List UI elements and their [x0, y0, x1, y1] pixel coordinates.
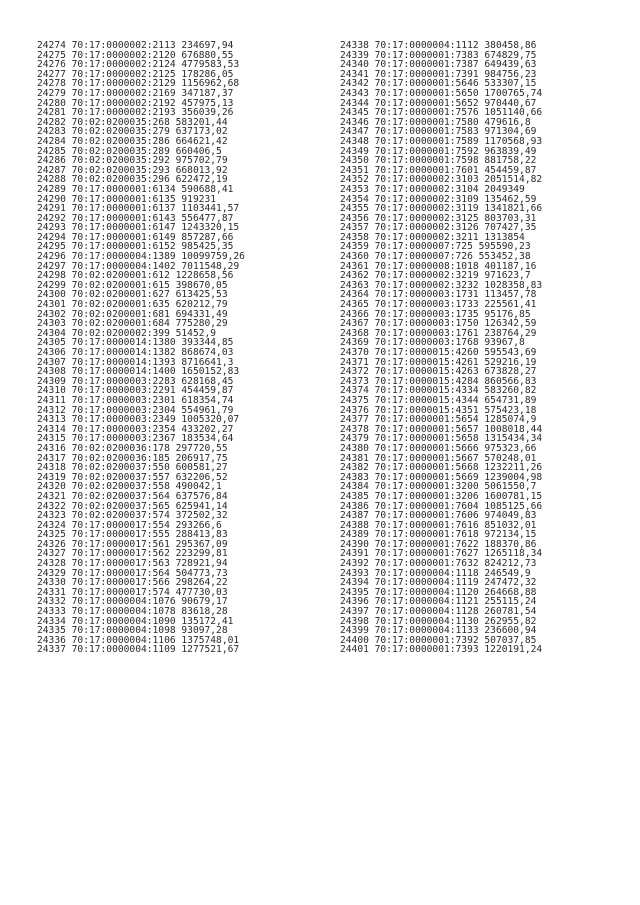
record-line: 24380 70:17:0000001:5666 975323,66	[340, 442, 537, 454]
record-line: 24400 70:17:0000001:7392 507037,85	[340, 634, 537, 646]
record-line: 24312 70:17:0000003:2304 554961,79	[37, 404, 234, 416]
record-line: 24347 70:17:0000001:7583 971304,69	[340, 126, 537, 138]
record-line: 24394 70:17:0000004:1119 247472,32	[340, 577, 537, 589]
record-line: 24381 70:17:0000001:5667 570248,01	[340, 452, 537, 464]
record-line: 24293 70:17:0000001:6147 1243320,15	[37, 222, 240, 234]
record-line: 24284 70:02:0200035:286 664621,42	[37, 135, 228, 147]
record-line: 24341 70:17:0000001:7391 984756,23	[340, 68, 537, 80]
record-line: 24368 70:17:0000003:1761 238764,29	[340, 327, 537, 339]
record-line: 24334 70:17:0000004:1090 135172,41	[37, 615, 234, 627]
record-line: 24382 70:17:0000001:5668 1232211,26	[340, 462, 543, 474]
record-line: 24323 70:02:0200037:574 372502,32	[37, 510, 228, 522]
record-line: 24393 70:17:0000004:1118 246549,9	[340, 567, 531, 579]
record-line: 24343 70:17:0000001:5650 1700765,74	[340, 87, 543, 99]
record-line: 24304 70:02:0200002:399 51452,9	[37, 327, 217, 339]
record-line: 24296 70:17:0000004:1389 10099759,26	[37, 251, 245, 263]
record-line: 24338 70:17:0000004:1112 380458,86	[340, 40, 537, 51]
record-line: 24317 70:02:0200036:185 206917,75	[37, 452, 228, 464]
record-line: 24331 70:17:0000017:574 477730,03	[37, 586, 228, 598]
record-line: 24383 70:17:0000001:5669 1239004,98	[340, 471, 543, 483]
record-line: 24342 70:17:0000001:5646 533307,15	[340, 78, 537, 90]
record-line: 24355 70:17:0000002:3119 1341821,66	[340, 203, 543, 215]
record-line: 24371 70:17:0000015:4261 529216,19	[340, 356, 537, 368]
record-line: 24375 70:17:0000015:4344 654731,89	[340, 394, 537, 406]
record-line: 24351 70:17:0000001:7601 454459,87	[340, 164, 537, 176]
record-line: 24277 70:17:0000002:2125 178286,05	[37, 68, 234, 80]
record-line: 24286 70:02:0200035:292 975702,79	[37, 155, 228, 167]
record-line: 24298 70:02:0200001:612 1228658,56	[37, 270, 234, 282]
record-line: 24320 70:02:0200037:558 490042,1	[37, 481, 222, 493]
record-line: 24299 70:02:0200001:615 398670,05	[37, 279, 228, 291]
record-line: 24363 70:17:0000002:3232 1028358,83	[340, 279, 543, 291]
record-line: 24285 70:02:0200035:289 660406,5	[37, 145, 222, 157]
record-line: 24280 70:17:0000002:2192 457975,13	[37, 97, 234, 109]
record-line: 24348 70:17:0000001:7589 1170568,93	[340, 135, 543, 147]
record-line: 24357 70:17:0000002:3126 707427,35	[340, 222, 537, 234]
record-line: 24332 70:17:0000004:1076 90679,17	[37, 596, 228, 608]
record-line: 24354 70:17:0000002:3109 135462,59	[340, 193, 537, 205]
record-line: 24350 70:17:0000001:7598 881758,22	[340, 155, 537, 167]
record-line: 24389 70:17:0000001:7618 972134,15	[340, 529, 537, 541]
record-line: 24397 70:17:0000004:1128 260781,54	[340, 606, 537, 618]
record-line: 24322 70:02:0200037:565 625941,14	[37, 500, 228, 512]
record-line: 24336 70:17:0000004:1106 1375748,01	[37, 634, 240, 646]
record-line: 24340 70:17:0000001:7387 649439,63	[340, 59, 537, 71]
record-line: 24325 70:17:0000017:555 288413,83	[37, 529, 228, 541]
record-line: 24300 70:02:0200001:627 613425,53	[37, 289, 228, 301]
record-line: 24328 70:17:0000017:563 728921,94	[37, 558, 228, 570]
record-line: 24359 70:17:0000007:725 595590,23	[340, 241, 531, 253]
record-line: 24345 70:17:0000001:7576 1051140,66	[340, 107, 543, 119]
record-line: 24384 70:17:0000001:3200 5061550,7	[340, 481, 537, 493]
record-line: 24385 70:17:0000001:3206 1600781,15	[340, 490, 543, 502]
record-line: 24373 70:17:0000015:4284 860566,83	[340, 375, 537, 387]
record-line: 24369 70:17:0000003:1768 93967,8	[340, 337, 525, 349]
record-line: 24352 70:17:0000002:3103 2051514,82	[340, 174, 543, 186]
record-line: 24319 70:02:0200037:557 632206,52	[37, 471, 228, 483]
record-line: 24297 70:17:0000004:1402 7011548,29	[37, 260, 240, 272]
record-line: 24315 70:17:0000003:2367 183534,64	[37, 433, 234, 445]
record-line: 24276 70:17:0000002:2124 4779583,53	[37, 59, 240, 71]
record-line: 24353 70:17:0000002:3104 2049349	[340, 183, 525, 195]
record-line: 24309 70:17:0000003:2283 628168,45	[37, 375, 234, 387]
record-line: 24335 70:17:0000004:1098 93097,28	[37, 625, 228, 637]
record-line: 24306 70:17:0000014:1382 868674,03	[37, 347, 234, 358]
record-line: 24361 70:17:0000008:1018 401187,16	[340, 260, 537, 272]
record-line: 24275 70:17:0000002:2120 676880,55	[37, 49, 234, 61]
record-line: 24282 70:02:0200035:268 583201,44	[37, 116, 228, 128]
record-line: 24377 70:17:0000001:5654 1285074,9	[340, 414, 537, 426]
record-line: 24376 70:17:0000015:4351 575423,18	[340, 404, 537, 416]
record-line: 24333 70:17:0000004:1078 83618,28	[37, 606, 228, 618]
record-line: 24301 70:02:0200001:635 620212,79	[37, 299, 228, 311]
record-line: 24279 70:17:0000002:2169 347187,37	[37, 87, 234, 99]
record-line: 24366 70:17:0000003:1735 95176,85	[340, 308, 531, 320]
record-line: 24303 70:02:0200001:684 775280,29	[37, 318, 228, 330]
record-line: 24344 70:17:0000001:5652 970440,67	[340, 97, 537, 109]
record-line: 24391 70:17:0000001:7627 1265118,34	[340, 548, 543, 560]
right-column	[340, 41, 542, 655]
record-line: 24330 70:17:0000017:566 298264,22	[37, 577, 228, 589]
record-line: 24305 70:17:0000014:1380 393344,85	[37, 337, 234, 349]
record-line: 24346 70:17:0000001:7580 479616,8	[340, 116, 531, 128]
record-line: 24398 70:17:0000004:1130 262955,82	[340, 615, 537, 627]
record-line: 24337 70:17:0000004:1109 1277521,67	[37, 644, 240, 656]
record-line: 24327 70:17:0000017:562 223299,81	[37, 548, 228, 560]
record-line: 24291 70:17:0000001:6137 1103441,57	[37, 203, 240, 215]
record-line: 24311 70:17:0000003:2301 618354,74	[37, 394, 234, 406]
record-line: 24349 70:17:0000001:7592 963839,49	[340, 145, 537, 157]
record-line: 24314 70:17:0000003:2354 433202,27	[37, 423, 234, 435]
record-line: 24362 70:17:0000002:3219 971623,7	[340, 270, 531, 282]
record-line: 24329 70:17:0000017:564 504773,73	[37, 567, 228, 579]
record-line: 24318 70:02:0200037:550 600581,27	[37, 462, 228, 474]
record-line: 24274 70:17:0000002:2113 234697,94	[37, 40, 234, 51]
record-line: 24288 70:02:0200035:296 622472,19	[37, 174, 228, 186]
record-line: 24308 70:17:0000014:1400 1650152,83	[37, 366, 240, 378]
record-line: 24365 70:17:0000003:1733 225561,41	[340, 299, 537, 311]
record-line: 24360 70:17:0000007:726 553452,38	[340, 251, 531, 263]
record-line: 24324 70:17:0000017:554 293266,6	[37, 519, 222, 531]
record-line: 24390 70:17:0000001:7622 188370,86	[340, 538, 537, 550]
record-line: 24387 70:17:0000001:7606 974049,83	[340, 510, 537, 522]
record-line: 24392 70:17:0000001:7632 824212,73	[340, 558, 537, 570]
record-line: 24326 70:17:0000017:561 295367,09	[37, 538, 228, 550]
record-line: 24316 70:02:0200036:178 297720,55	[37, 442, 228, 454]
left-column	[37, 41, 245, 655]
record-line: 24294 70:17:0000001:6149 857287,66	[37, 231, 234, 243]
record-line: 24287 70:02:0200035:293 668013,92	[37, 164, 228, 176]
record-line: 24370 70:17:0000015:4260 595543,69	[340, 347, 537, 358]
record-line: 24358 70:17:0000002:3211 1313854	[340, 231, 525, 243]
record-line: 24378 70:17:0000001:5657 1008018,44	[340, 423, 543, 435]
record-line: 24302 70:02:0200001:681 694331,49	[37, 308, 228, 320]
record-line: 24374 70:17:0000015:4334 583260,82	[340, 385, 537, 397]
record-line: 24283 70:02:0200035:279 637173,02	[37, 126, 228, 138]
record-line: 24401 70:17:0000001:7393 1220191,24	[340, 644, 543, 656]
record-line: 24281 70:17:0000002:2193 356039,26	[37, 107, 234, 119]
record-line: 24289 70:17:0000001:6134 590688,41	[37, 183, 234, 195]
record-line: 24307 70:17:0000014:1393 8716641,3	[37, 356, 234, 368]
record-line: 24372 70:17:0000015:4263 673828,27	[340, 366, 537, 378]
record-line: 24310 70:17:0000003:2291 454459,87	[37, 385, 234, 397]
record-line: 24364 70:17:0000003:1731 113457,78	[340, 289, 537, 301]
record-line: 24356 70:17:0000002:3125 803703,31	[340, 212, 537, 224]
record-line: 24339 70:17:0000001:7383 674829,75	[340, 49, 537, 61]
record-line: 24313 70:17:0000003:2349 1005320,07	[37, 414, 240, 426]
record-line: 24321 70:02:0200037:564 637576,84	[37, 490, 228, 502]
record-line: 24399 70:17:0000004:1133 236600,94	[340, 625, 537, 637]
record-line: 24396 70:17:0000004:1121 255115,24	[340, 596, 537, 608]
record-line: 24386 70:17:0000001:7604 1085125,66	[340, 500, 543, 512]
record-line: 24278 70:17:0000002:2129 1156962,68	[37, 78, 240, 90]
record-line: 24295 70:17:0000001:6152 985425,35	[37, 241, 234, 253]
record-line: 24388 70:17:0000001:7616 851032,01	[340, 519, 537, 531]
record-line: 24395 70:17:0000004:1120 264668,88	[340, 586, 537, 598]
record-line: 24367 70:17:0000003:1750 126342,59	[340, 318, 537, 330]
record-line: 24379 70:17:0000001:5658 1315434,34	[340, 433, 543, 445]
record-line: 24292 70:17:0000001:6143 556477,87	[37, 212, 234, 224]
record-line: 24290 70:17:0000001:6135 919231	[37, 193, 217, 205]
